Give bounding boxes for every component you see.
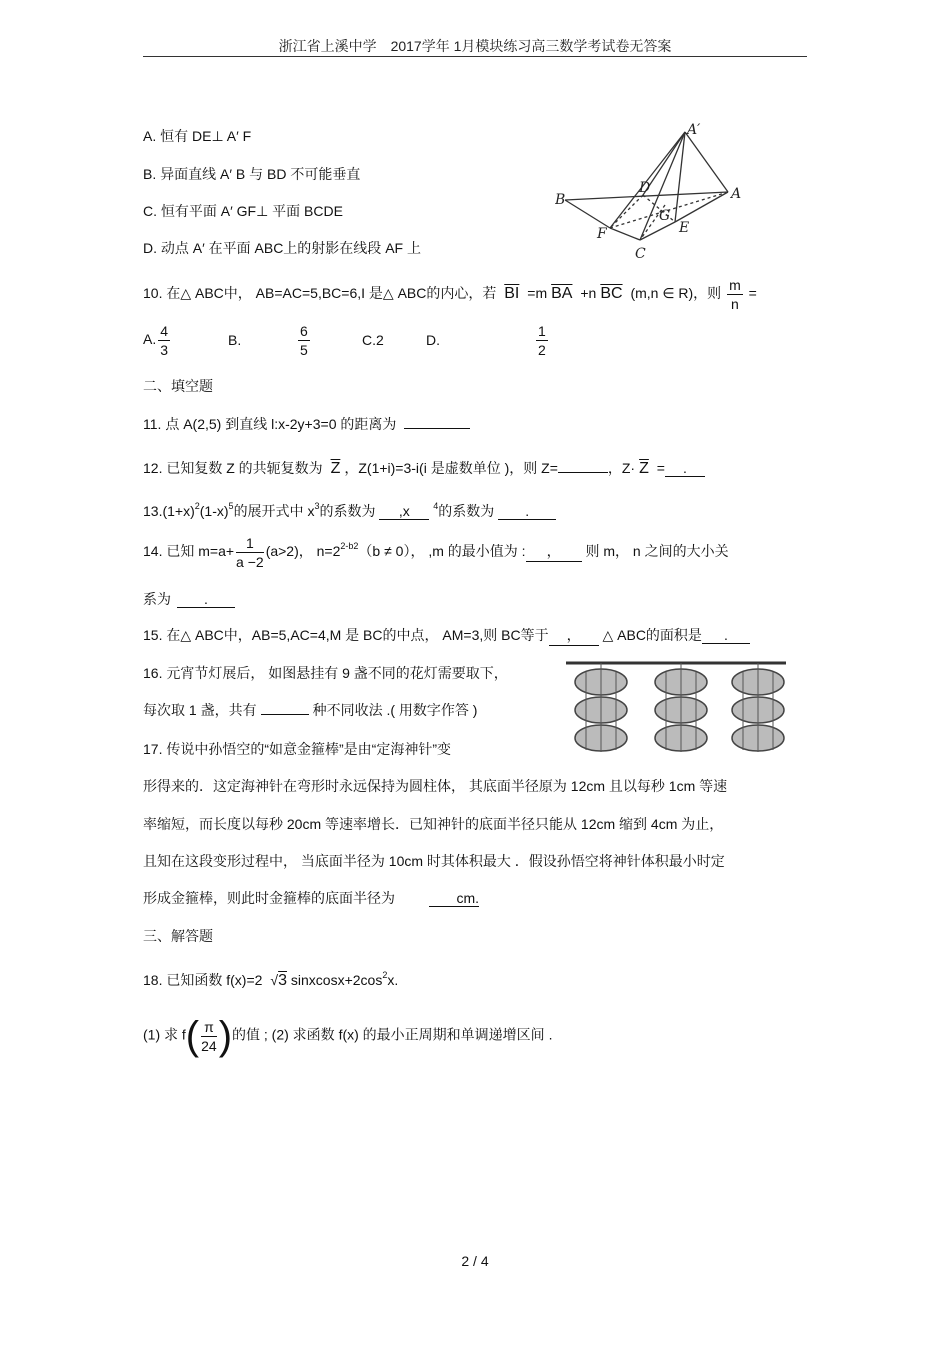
question-13: $13.(1+x)^2(1-x)^5$的展开式中 $x^3$的系数为 ,x $^4$的系数为 .	[143, 501, 556, 521]
fraction-1-over-a-minus-2: $\frac{1}{a -2}$	[236, 535, 264, 570]
question-14-line-2: 系为 .	[143, 589, 235, 609]
label-d: D	[639, 180, 651, 196]
q9-option-b: B. 异面直线 A′ B 与 BD 不可能垂直	[143, 166, 361, 182]
question-17-line-3: 率缩短，而长度以每秒 20cm 等速率增长．已知神针的底面半径只能从 12cm 缩到 4cm 为止，	[143, 816, 724, 832]
page-header: 浙江省上溪中学 2017学年 1月模块练习高三数学考试卷无答案	[278, 38, 672, 54]
question-14: 14. 已知 m=a+ $\frac{1}{a -2}$ (a>2)， $n=2^{2-b2}(b \ne 0)$， ,m 的最小值为 : ， 则 m， n 之间的大小关	[143, 535, 729, 570]
q10-text: 10. 在△ ABC中， AB=AC=5,BC=6,I 是△ ABC的内心，若	[143, 285, 497, 302]
q10-option-d-label: D.	[426, 332, 440, 348]
lanterns-figure	[566, 660, 786, 755]
question-15: 15. 在△ ABC中，AB=5,AC=4,M 是 BC的中点， AM=3,则 BC等于 ， △ ABC的面积是 .	[143, 625, 750, 646]
q10-option-d-fraction: $\frac{1}{2}$	[538, 323, 546, 358]
q9-option-d: D. 动点 A′ 在平面 ABC上的射影在线段 AF 上	[143, 240, 421, 256]
answer-blank	[404, 428, 470, 429]
question-16-line-2: 每次取 1 盏，共有 种不同收法 .( 用数字作答 )	[143, 702, 478, 718]
q9-option-c: C. 恒有平面 A′ GF⊥ 平面 BCDE	[143, 203, 343, 219]
q9-option-a: A. 恒有 DE⊥ A′ F	[143, 128, 252, 144]
z-conjugate-2: $\overline{Z}$	[639, 460, 649, 477]
q10-option-b-fraction: $\frac{6}{5}$	[300, 323, 308, 358]
vector-bc: $\overline{BC}$	[600, 285, 623, 303]
sqrt-symbol: √3	[270, 972, 288, 989]
label-e: E	[679, 220, 690, 236]
section-3-heading: 三、解答题	[143, 928, 213, 944]
vector-ba: $\overline{BA}$	[551, 285, 573, 303]
q9-geometry-figure	[555, 120, 745, 265]
q10-eq: =m	[523, 285, 548, 302]
question-10	[143, 276, 757, 313]
vector-bi: $\overline{BI}$	[504, 285, 520, 303]
label-f: F	[597, 226, 607, 242]
q10-option-b-label: B.	[228, 332, 242, 348]
label-a: A	[731, 186, 742, 202]
question-16-line-1: 16. 元宵节灯展后， 如图悬挂有 9 盏不同的花灯需要取下，	[143, 665, 508, 681]
fraction-m-over-n: $\frac{m}{n}$	[729, 277, 741, 312]
question-17-line-4: 且知在这段变形过程中， 当底面半径为 10cm 时其体积最大 ．假设孙悟空将神针体积最小时定	[143, 853, 725, 869]
question-17-line-5: 形成金箍棒，则此时金箍棒的底面半径为 cm.	[143, 890, 479, 906]
question-11: 11. 点 A(2,5) 到直线 l:x-2y+3=0 的距离为	[143, 414, 470, 434]
q10-option-a: A. $\frac{4}{3}$	[143, 323, 169, 358]
q10-suffix: (m,n ∈ R)，则	[630, 285, 722, 302]
label-b: B	[555, 192, 566, 208]
q10-tail: =	[744, 285, 757, 302]
question-18-parts: (1) 求 f( $\frac{\pi}{24}$ )的值 ; (2) 求函数 f(x) 的最小正周期和单调递增区间 .	[143, 1014, 553, 1058]
q10-option-c: C.2	[362, 332, 384, 348]
q10-plus: +n	[576, 285, 597, 302]
z-conjugate: $\overline{Z}$	[330, 460, 341, 477]
section-2-heading: 二、填空题	[143, 378, 213, 394]
label-a-prime: A′	[687, 122, 701, 138]
question-12: 12. 已知复数 Z 的共轭复数为 $\overline{Z}$ ，Z(1+i)=3-i(i 是虚数单位 )，则 Z= ，$Z\cdot \overline{Z}$ = .	[143, 458, 705, 478]
question-17-line-1: 17. 传说中孙悟空的“如意金箍棒”是由“定海神针”变	[143, 741, 451, 757]
page-number: 2 / 4	[461, 1253, 489, 1269]
question-17-line-2: 形得来的．这定海神针在弯形时永远保持为圆柱体， 其底面半径原为 12cm 且以每秒 1cm 等速	[143, 778, 728, 794]
fraction-pi-over-24: $\frac{\pi}{24}$	[201, 1018, 217, 1054]
label-g: G	[659, 208, 671, 224]
label-c: C	[635, 246, 646, 262]
header-rule	[143, 56, 807, 57]
question-18: 18. 已知函数 f(x)=2 √3 $sinxcosx+2\cos^2x$.	[143, 970, 399, 989]
